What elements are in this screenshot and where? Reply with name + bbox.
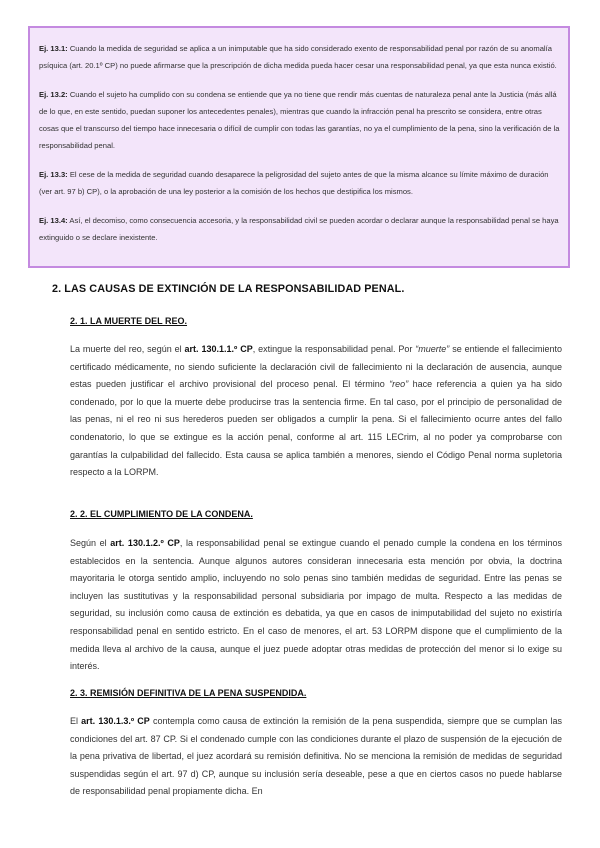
article-reference: art. 130.1.2.º CP	[110, 538, 180, 548]
paragraph-cumplimiento	[70, 535, 562, 676]
paragraph-remision	[70, 713, 562, 801]
example-text: Así, el decomiso, como consecuencia accesoria, y la responsabilidad civil se pueden acordar o declarar aunque la responsabilidad penal se haya extinguido o se declare inexistente.	[39, 216, 559, 242]
subsection-heading-remision: 2. 3. REMISIÓN DEFINITIVA DE LA PENA SUSPENDIDA.	[70, 688, 307, 698]
example-label: Ej. 13.1:	[39, 44, 68, 53]
article-reference: art. 130.1.3.º CP	[81, 716, 150, 726]
quoted-term: “muerte”	[415, 344, 450, 354]
section-heading: 2. LAS CAUSAS DE EXTINCIÓN DE LA RESPONSABILIDAD PENAL.	[52, 283, 405, 295]
text-run: se entiende el fallecimiento certificado médicamente, no siendo suficiente la declaración civil de fallecimiento ni la declaración de ausencia, aunque estas pueden justificar el archivo provisional del proceso penal. El término	[70, 344, 563, 390]
example-text: El cese de la medida de seguridad cuando desaparece la peligrosidad del sujeto antes de que la misma alcance su límite máximo de duración (ver art. 97 b) CP), o la aprobación de una ley posterior a la comisión de los hechos que destipifica los mismos.	[39, 170, 549, 196]
example-13-2	[39, 86, 560, 154]
example-label: Ej. 13.4:	[39, 216, 68, 225]
text-run: , la responsabilidad penal se extingue cuando el penado cumple la condena en los términos establecidos en la sentencia. Aunque algunos autores consideran innecesaria esta mención por obvia, la doctrina mayoritaria le otorga sentido amplio, incluyendo no solo penas sino también medidas de seguridad. Entre las penas se incluyen las sustitutivas y la responsabilidad personal subsidiaria por impago de multa. Respecto a las medidas de seguridad, su inclusión como causa de extinción es debatida, ya que en casos de inimputabilidad del sujeto no existiría responsabilidad penal en sentido estricto. En el caso de menores, el art. 53 LORPM dispone que el cumplimiento de la medida lleva al archivo de la causa, aunque el juez puede adoptar otras medidas de protección del menor si lo exige su interés.	[70, 538, 562, 672]
text-run: , extingue la responsabilidad penal. Por	[252, 344, 416, 354]
text-run: El	[70, 716, 82, 726]
example-label: Ej. 13.3:	[39, 170, 68, 179]
text-run: contempla como causa de extinción la remisión de la pena suspendida, siempre que se cumplan las condiciones del art. 87 CP. Si el condenado cumple con las condiciones durante el plazo de suspensión de la ejecución de la pena privativa de libertad, el juez acordará su remisión definitiva. No se menciona la remisión de medidas de seguridad suspendidas según el art. 97 d) CP, aunque su inclusión sería deseable, pese a que en ciertos casos no puede hablarse de responsabilidad penal propiamente dicha. En	[70, 716, 563, 797]
paragraph-muerte	[70, 341, 562, 482]
example-13-1	[39, 40, 560, 74]
example-text: Cuando la medida de seguridad se aplica a un inimputable que ha sido considerado exento de responsabilidad penal por razón de su anomalía psíquica (art. 20.1º CP) no puede afirmarse que la prescripción de dicha medida pueda hacer cesar una responsabilidad penal, ya que esta nunca existió.	[39, 44, 557, 70]
example-13-3	[39, 166, 560, 200]
example-text: Cuando el sujeto ha cumplido con su condena se entiende que ya no tiene que rendir más cuentas de naturaleza penal ante la Justicia (más allá de lo que, en este sentido, puedan suponer los antecedentes penales), mientras que cuando la infracción penal ha prescrito se considera, entre otras cosas que el transcurso del tiempo hace innecesaria o difícil de cumplir con todas las garantías, no ya el cumplimiento de la pena, sino la verificación de la responsabilidad penal.	[39, 90, 560, 150]
quoted-term: “reo”	[389, 379, 409, 390]
subsection-heading-cumplimiento: 2. 2. EL CUMPLIMIENTO DE LA CONDENA.	[70, 509, 253, 519]
example-label: Ej. 13.2:	[39, 90, 68, 99]
text-run: Según el	[70, 538, 111, 548]
article-reference: art. 130.1.1.º CP	[184, 344, 253, 354]
text-run: La muerte del reo, según el	[70, 344, 185, 354]
examples-box	[28, 26, 570, 268]
subsection-heading-muerte: 2. 1. LA MUERTE DEL REO.	[70, 316, 188, 326]
example-13-4	[39, 212, 560, 246]
text-run: hace referencia a quien ya ha sido condenado, por lo que la muerte debe producirse tras la sentencia firme. En tal caso, por el principio de personalidad de las penas, ni el reo ni sus herederos pueden ser obligados a cumplir la pena. Si el fallecimiento ocurre antes del fallo condenatorio, lo que se extingue es la acción penal, conforme al art. 115 LECrim, al no poder ya comprobarse con garantías la culpabilidad del fallecido. Esta causa se aplica también a menores, siendo el Código Penal norma supletoria respecto a la LORPM.	[70, 379, 562, 478]
